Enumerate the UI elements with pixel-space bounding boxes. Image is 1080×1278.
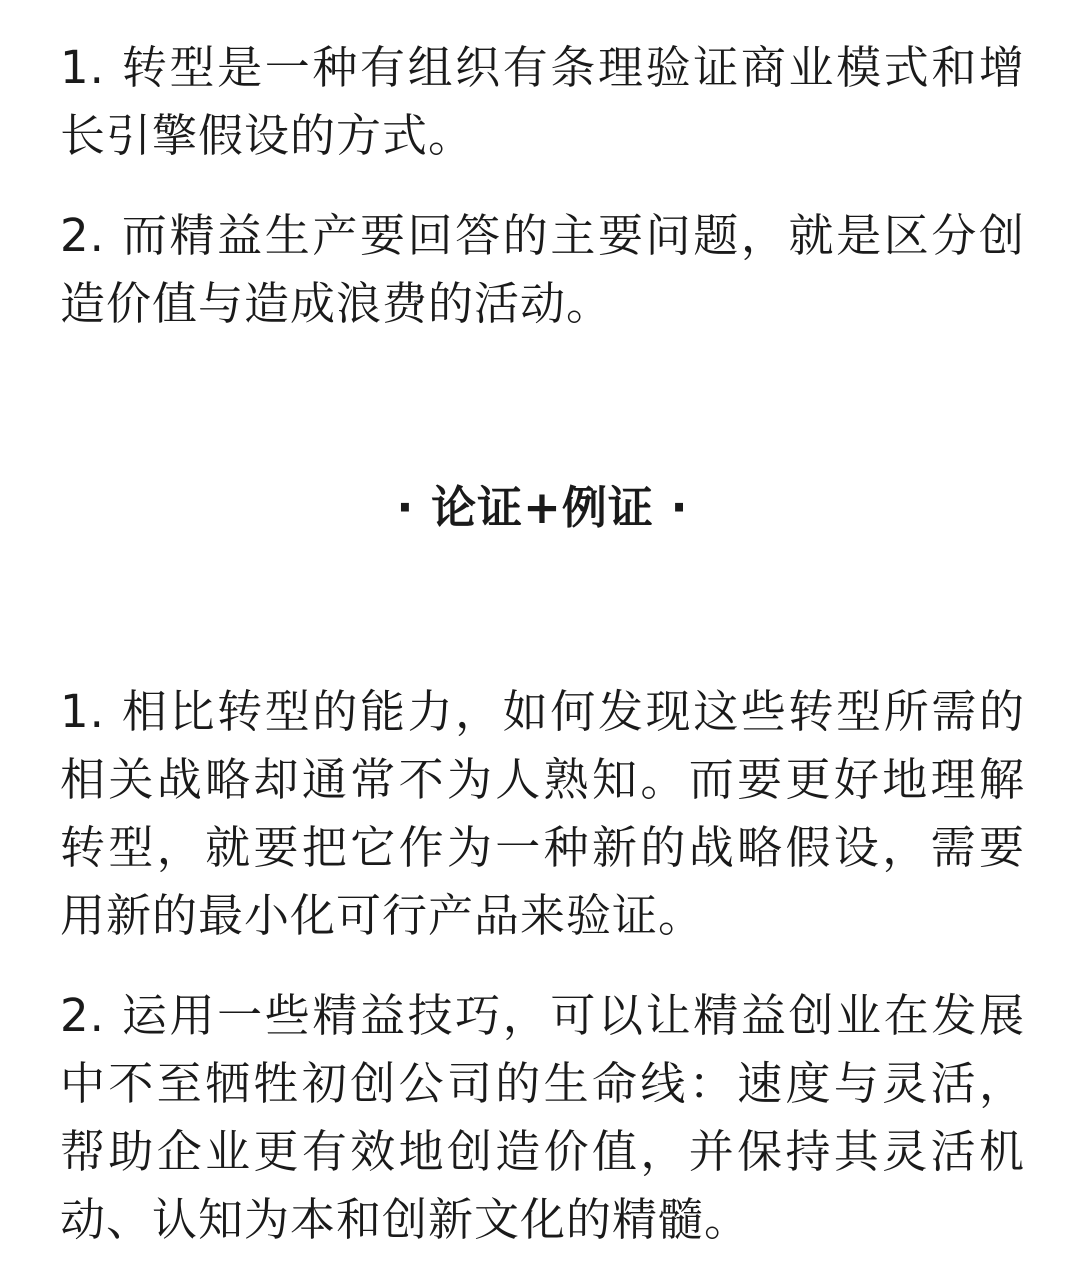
- spacer: [60, 170, 1025, 202]
- intro-point-1: 1. 转型是一种有组织有条理验证商业模式和增长引擎假设的方式。: [60, 41, 1025, 162]
- argument-point-1: 1. 相比转型的能力，如何发现这些转型所需的相关战略却通常不为人熟知。而要更好地理解转型，就要把它作为一种新的战略假设，需要用新的最小化可行产品来验证。: [60, 685, 1025, 942]
- intro-point-2: 2. 而精益生产要回答的主要问题，就是区分创造价值与造成浪费的活动。: [60, 209, 1025, 330]
- spacer: [60, 950, 1025, 982]
- spacer: [60, 542, 1025, 678]
- argument-point-2: 2. 运用一些精益技巧，可以让精益创业在发展中不至牺牲初创公司的生命线：速度与灵活，帮助企业更有效地创造价值，并保持其灵活机动、认知为本和创新文化的精髓。: [60, 989, 1025, 1246]
- article-body: [60, 34, 1025, 1254]
- section-title: · 论证+例证 ·: [396, 481, 689, 534]
- spacer: [60, 338, 1025, 474]
